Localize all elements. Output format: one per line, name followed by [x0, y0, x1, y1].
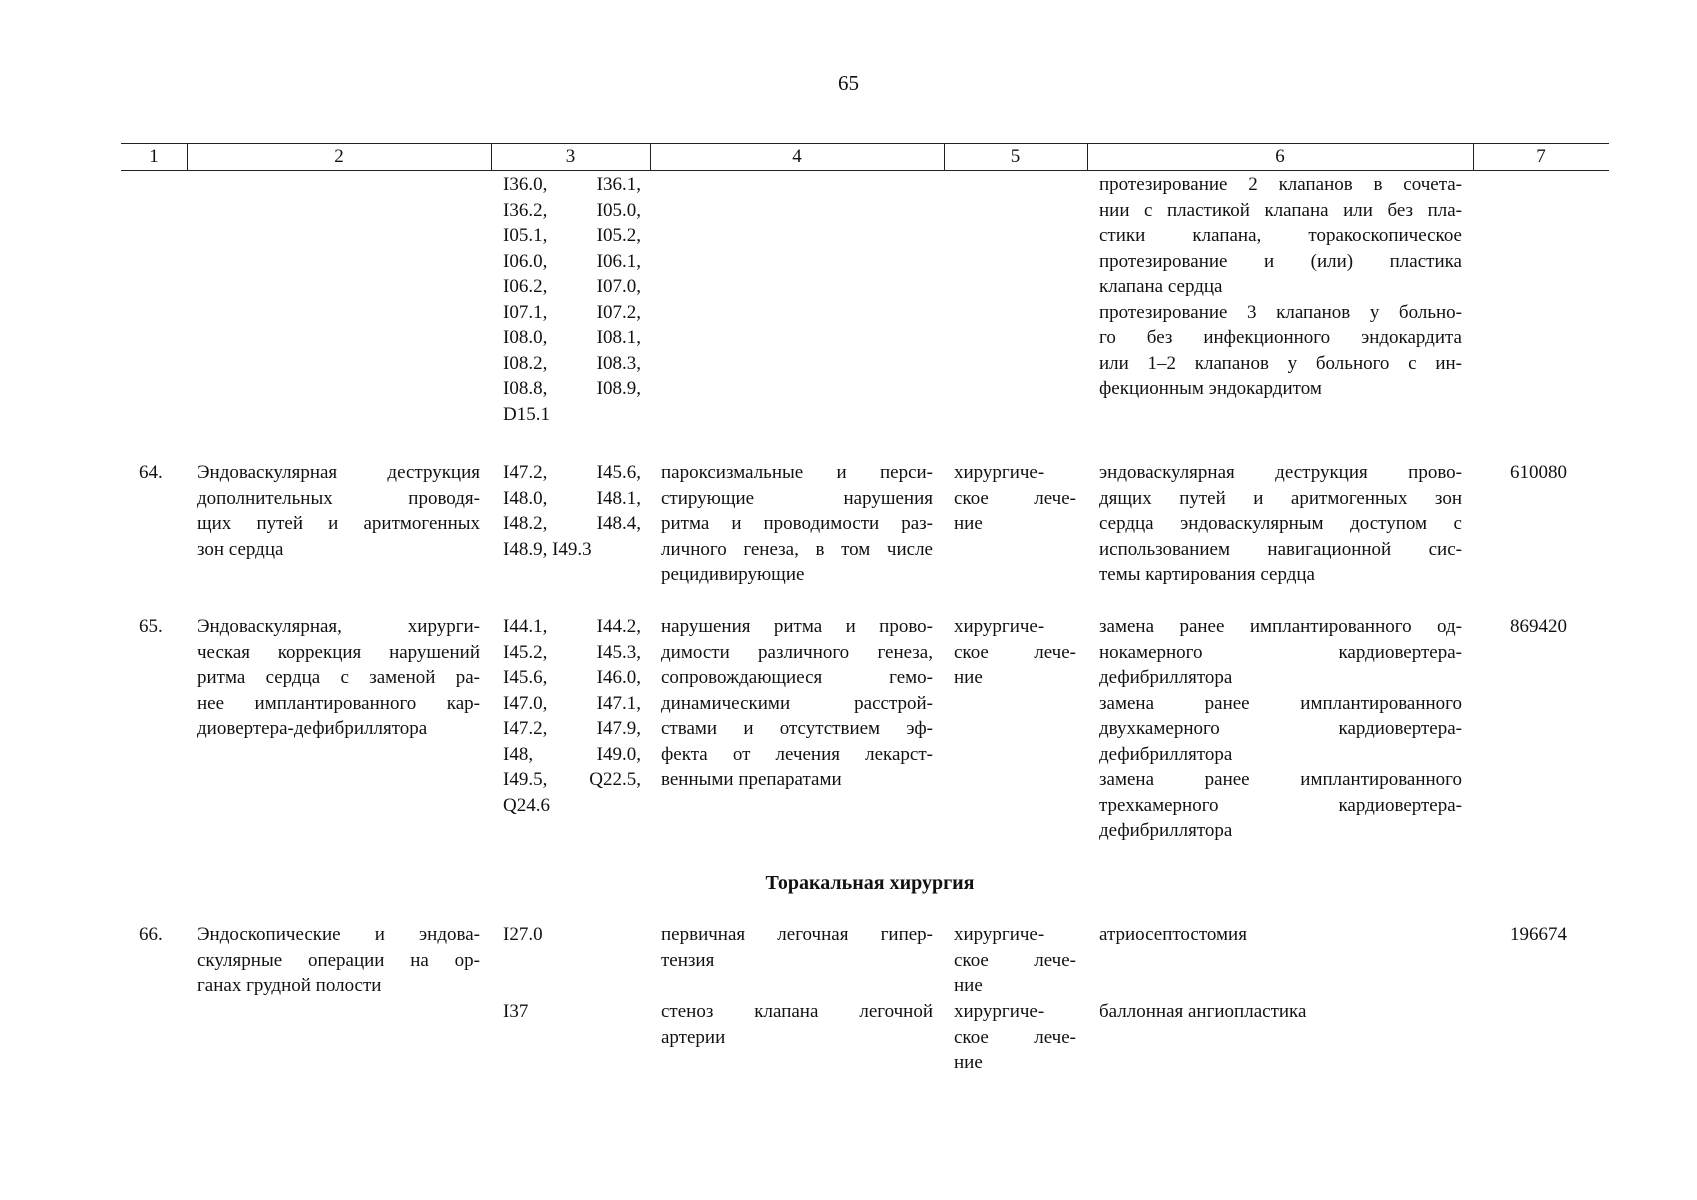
header-col-2: 2 — [334, 146, 344, 167]
method-line: эндоваскулярная деструкция прово- — [1099, 462, 1462, 483]
method-line: сердца эндоваскулярным доступом с — [1099, 513, 1462, 534]
model-line: нарушения ритма и прово- — [661, 616, 933, 637]
method-line: двухкамерного кардиовертера- — [1099, 718, 1462, 739]
code: I45.2, — [503, 641, 548, 663]
treatment-line: ское лече- — [954, 949, 1076, 971]
treatment-line: ское лече- — [954, 1026, 1076, 1048]
code-line — [503, 325, 641, 351]
method-line: или 1–2 клапанов у больного с ин- — [1099, 352, 1462, 374]
name-line: скулярные операции на ор- — [197, 949, 480, 971]
header-col-4: 4 — [792, 146, 802, 167]
code: I07.0, — [596, 276, 641, 297]
code-line — [503, 274, 641, 300]
method-line: дефибриллятора — [1099, 820, 1233, 841]
code: I47.9, — [596, 718, 641, 739]
code: I36.1, — [596, 174, 641, 195]
code-line — [503, 665, 641, 691]
code: I07.2, — [596, 301, 641, 323]
method-line: атриосептостомия — [1099, 924, 1247, 945]
code: I08.3, — [596, 352, 641, 374]
code: I47.2, — [503, 718, 548, 739]
model-line: рецидивирующие — [661, 564, 805, 585]
model-line: стеноз клапана легочной — [661, 1001, 933, 1022]
code-line — [503, 300, 641, 326]
code-line — [503, 511, 641, 537]
code-line — [503, 537, 641, 563]
method-cell — [1099, 460, 1462, 588]
method-cell — [1099, 172, 1462, 402]
code: I08.8, — [503, 378, 548, 399]
name-line: ритма сердца с заменой ра- — [197, 667, 480, 688]
code-line — [503, 614, 641, 640]
code: I44.2, — [596, 616, 641, 637]
model-cell — [661, 922, 933, 973]
header-col-3: 3 — [565, 146, 576, 167]
code-line — [503, 402, 641, 428]
model-line: первичная легочная гипер- — [661, 924, 933, 945]
treatment-line: хирургиче- — [954, 1001, 1045, 1022]
code-line — [503, 351, 641, 377]
treatment-cell — [954, 922, 1076, 999]
code: I06.0, — [503, 250, 548, 272]
name-line: зон сердца — [197, 538, 284, 560]
code: I47.1, — [596, 692, 641, 714]
code: I48.2, — [503, 513, 548, 534]
method-line: дящих путей и аритмогенных зон — [1099, 487, 1462, 509]
code-line — [503, 460, 641, 486]
name-line: диовертера-дефибриллятора — [197, 718, 428, 739]
treatment-cell — [954, 614, 1076, 691]
code: I45.6, — [596, 462, 641, 483]
code: I49.0, — [596, 743, 641, 765]
code: I05.2, — [596, 225, 641, 246]
code: I49.5, — [503, 769, 548, 790]
code: I05.1, — [503, 225, 548, 246]
code-line — [503, 640, 641, 666]
code-line — [503, 742, 641, 768]
treatment-line: ние — [954, 975, 983, 996]
code: I36.0, — [503, 174, 548, 195]
code: I45.3, — [596, 641, 641, 663]
code: I48, — [503, 743, 534, 765]
model-line: артерии — [661, 1026, 726, 1048]
icd-codes — [503, 614, 641, 818]
name-line: дополнительных проводя- — [197, 487, 480, 509]
model-line: личного генеза, в том числе — [661, 538, 933, 560]
method-line: нокамерного кардиовертера- — [1099, 641, 1462, 663]
code: I47.0, — [503, 692, 548, 714]
code: I08.9, — [596, 378, 641, 399]
icd-code: I27.0 — [503, 924, 543, 945]
code: I46.0, — [596, 667, 641, 688]
code: Q22.5, — [589, 769, 641, 790]
treatment-cell — [954, 999, 1076, 1076]
model-cell — [661, 460, 933, 588]
name-line: Эндоваскулярная деструкция — [197, 462, 480, 483]
treatment-line: ние — [954, 1052, 983, 1073]
model-line: сопровождающиеся гемо- — [661, 667, 933, 688]
treatment-line: ское лече- — [954, 641, 1076, 663]
method-line: дефибриллятора — [1099, 743, 1233, 765]
method-line: трехкамерного кардиовертера- — [1099, 794, 1462, 816]
model-line: динамическими расстрой- — [661, 692, 933, 714]
method-line: протезирование 3 клапанов у больно- — [1099, 301, 1462, 323]
model-line: тензия — [661, 949, 715, 971]
name-line: ганах грудной полости — [197, 975, 382, 996]
method-cell — [1099, 999, 1462, 1025]
model-line: венными препаратами — [661, 769, 842, 790]
method-line: дефибриллятора — [1099, 667, 1233, 688]
treatment-line: ние — [954, 513, 983, 534]
method-line: фекционным эндокардитом — [1099, 378, 1322, 399]
icd-codes — [503, 172, 641, 427]
code: I06.1, — [596, 250, 641, 272]
code-line — [503, 376, 641, 402]
model-line: димости различного генеза, — [661, 641, 933, 663]
name-cell — [197, 922, 480, 999]
page-number: 65 — [838, 71, 859, 95]
icd-code: I37 — [503, 1001, 529, 1022]
code: I48.9, I49.3 — [503, 538, 592, 560]
model-line: ритма и проводимости раз- — [661, 513, 933, 534]
name-line: щих путей и аритмогенных — [197, 513, 480, 534]
name-cell — [197, 614, 480, 742]
treatment-line: ние — [954, 667, 983, 688]
code-line — [503, 793, 641, 819]
icd-codes — [503, 460, 641, 562]
code: Q24.6 — [503, 794, 550, 816]
row-number: 65. — [139, 616, 163, 637]
code-line — [503, 767, 641, 793]
code: I48.0, — [503, 487, 548, 509]
name-line: Эндоваскулярная, хирурги- — [197, 616, 480, 637]
price-cell: 610080 — [1510, 462, 1567, 483]
name-cell — [197, 460, 480, 562]
method-line: нии с пластикой клапана или без пла- — [1099, 199, 1462, 221]
code: I06.2, — [503, 276, 548, 297]
method-cell — [1099, 614, 1462, 844]
header-col-5: 5 — [1010, 146, 1021, 167]
treatment-line: хирургиче- — [954, 462, 1045, 483]
method-line: протезирование 2 клапанов в сочета- — [1099, 174, 1462, 195]
method-line: замена ранее имплантированного — [1099, 692, 1462, 714]
model-line: стирующие нарушения — [661, 487, 933, 509]
treatment-line: хирургиче- — [954, 924, 1045, 945]
code: I48.1, — [596, 487, 641, 509]
model-cell — [661, 999, 933, 1050]
row-number: 64. — [139, 462, 163, 483]
method-line: баллонная ангиопластика — [1099, 1001, 1307, 1022]
row-number: 66. — [139, 924, 163, 945]
method-line: замена ранее имплантированного — [1099, 769, 1462, 790]
code-line — [503, 716, 641, 742]
code-line — [503, 223, 641, 249]
model-cell — [661, 614, 933, 793]
price-cell: 869420 — [1510, 616, 1567, 637]
code-line — [503, 486, 641, 512]
code: I08.1, — [596, 327, 641, 348]
header-bottom-rule — [121, 170, 1609, 171]
treatment-line: ское лече- — [954, 487, 1076, 509]
method-line: замена ранее имплантированного од- — [1099, 616, 1462, 637]
code: D15.1 — [503, 403, 550, 425]
model-line: фекта от лечения лекарст- — [661, 743, 933, 765]
price-cell: 196674 — [1510, 924, 1567, 945]
code-line — [503, 249, 641, 275]
code-line — [503, 691, 641, 717]
method-line: протезирование и (или) пластика — [1099, 250, 1462, 272]
model-line: пароксизмальные и перси- — [661, 462, 933, 483]
code: I45.6, — [503, 667, 548, 688]
name-line: нее имплантированного кар- — [197, 692, 480, 714]
treatment-line: хирургиче- — [954, 616, 1045, 637]
header-col-6: 6 — [1275, 146, 1285, 167]
section-title: Торакальная хирургия — [765, 872, 975, 894]
code: I08.0, — [503, 327, 548, 348]
name-line: Эндоскопические и эндова- — [197, 924, 480, 945]
method-line: использованием навигационной сис- — [1099, 538, 1462, 560]
method-line: темы картирования сердца — [1099, 564, 1315, 585]
header-col-1: 1 — [149, 146, 159, 167]
method-line: клапана сердца — [1099, 276, 1223, 297]
code: I08.2, — [503, 352, 548, 374]
method-cell — [1099, 922, 1462, 948]
code: I05.0, — [596, 199, 641, 221]
code: I44.1, — [503, 616, 548, 637]
name-line: ческая коррекция нарушений — [197, 641, 480, 663]
code: I36.2, — [503, 199, 548, 221]
method-line: го без инфекционного эндокардита — [1099, 327, 1462, 348]
method-line: стики клапана, торакоскопическое — [1099, 225, 1462, 246]
code: I07.1, — [503, 301, 548, 323]
treatment-cell — [954, 460, 1076, 537]
code: I47.2, — [503, 462, 548, 483]
model-line: ствами и отсутствием эф- — [661, 718, 933, 739]
code: I48.4, — [596, 513, 641, 534]
code-line — [503, 172, 641, 198]
header-col-7: 7 — [1536, 146, 1546, 167]
code-line — [503, 198, 641, 224]
